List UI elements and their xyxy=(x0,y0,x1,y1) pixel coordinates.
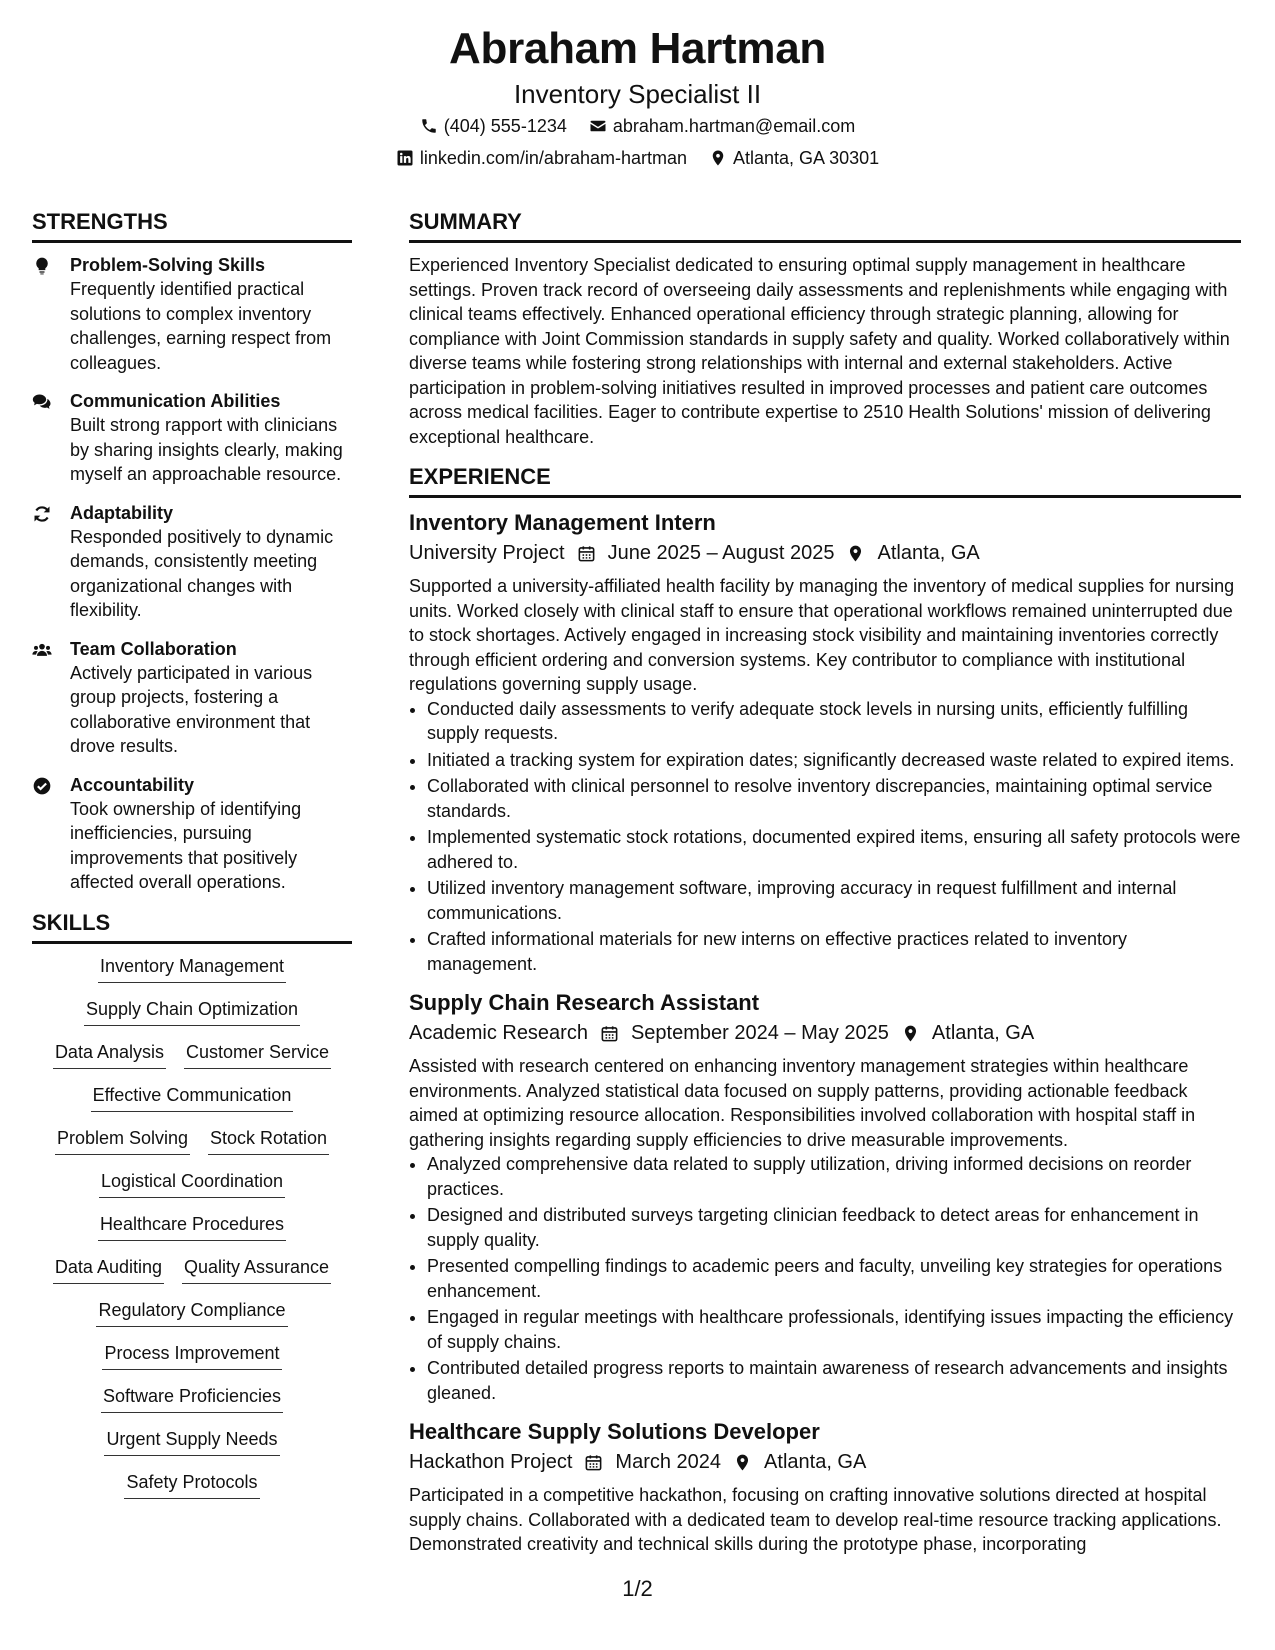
job-meta xyxy=(409,1018,1241,1048)
bullet-item: • Implemented systematic stock rotations, documented expired items, ensuring all safety protocols were adhered to. xyxy=(427,825,1241,874)
skill-row xyxy=(32,1427,352,1456)
skill-tag: Urgent Supply Needs xyxy=(104,1427,279,1456)
job-bullets xyxy=(409,697,1241,977)
skill-row xyxy=(32,1298,352,1327)
skill-row xyxy=(32,1212,352,1241)
summary-heading: SUMMARY xyxy=(409,208,1241,243)
check-circle-icon xyxy=(32,773,54,895)
candidate-title: Inventory Specialist II xyxy=(513,79,762,109)
envelope-icon xyxy=(589,117,607,135)
bullet-item: • Designed and distributed surveys targeting clinician feedback to detect areas for enhancement in supply quality. xyxy=(427,1203,1241,1252)
job-org: Hackathon Project xyxy=(409,1451,573,1473)
skill-row xyxy=(32,1126,352,1155)
bullet-item: • Crafted informational materials for new interns on effective practices related to inventory management. xyxy=(427,927,1241,976)
experience-heading: EXPERIENCE xyxy=(409,463,1241,498)
job-title: Healthcare Supply Solutions Developer xyxy=(409,1419,820,1444)
bullet-item: • Engaged in regular meetings with healthcare professionals, identifying issues impacting the efficiency of supply chains. xyxy=(427,1305,1241,1354)
sync-icon xyxy=(32,501,54,623)
strength-item xyxy=(32,501,352,623)
calendar-icon xyxy=(600,1024,619,1043)
job-meta xyxy=(409,538,1241,568)
skill-tag: Healthcare Procedures xyxy=(98,1212,286,1241)
resume-header xyxy=(0,20,1275,174)
skill-row xyxy=(32,954,352,983)
skill-row xyxy=(32,1341,352,1370)
job-org: Academic Research xyxy=(409,1022,588,1044)
bullet-item: • Conducted daily assessments to verify adequate stock levels in nursing units, efficiently fulfilling supply requests. xyxy=(427,697,1241,746)
job-title: Inventory Management Intern xyxy=(409,510,716,535)
linkedin-text: linkedin.com/in/abraham-hartman xyxy=(419,148,688,168)
job-location: Atlanta, GA xyxy=(931,1022,1035,1044)
strength-desc: Actively participated in various group projects, fostering a collaborative environment that drove results. xyxy=(70,662,313,756)
strengths-heading: STRENGTHS xyxy=(32,208,352,243)
skill-tag: Stock Rotation xyxy=(208,1126,329,1155)
phone-text: (404) 555-1234 xyxy=(443,116,567,136)
job-description: Assisted with research centered on enhancing inventory management strategies within healthcare environments. Analyzed statistical data focused on supply patterns, providing actionable feedback aimed at optimizing resource allocation. Responsibilities involved collaboration with hospital staff in gathering insights regarding supply efficiencies to drive measurable improvements. xyxy=(409,1056,1196,1150)
job-entry xyxy=(409,508,1241,976)
skill-tag: Software Proficiencies xyxy=(101,1384,283,1413)
skill-tag: Regulatory Compliance xyxy=(96,1298,287,1327)
left-column xyxy=(32,208,352,1513)
calendar-icon xyxy=(584,1453,603,1472)
skill-tag: Customer Service xyxy=(184,1040,331,1069)
job-description: Participated in a competitive hackathon, focusing on crafting innovative solutions directed at hospital supply chains. Collaborated with a dedicated team to develop real-time resource tracking applications. Demonstrated creativity and technical skills during the prototype phase, incorporating xyxy=(409,1485,1222,1554)
page-number: 1/2 xyxy=(622,1576,653,1601)
skill-tag: Data Analysis xyxy=(53,1040,166,1069)
calendar-icon xyxy=(577,544,596,563)
skill-tag: Data Auditing xyxy=(53,1255,164,1284)
job-location: Atlanta, GA xyxy=(877,542,980,564)
map-marker-icon xyxy=(733,1453,752,1472)
strength-desc: Frequently identified practical solutions to complex inventory challenges, earning respect from colleagues. xyxy=(70,279,332,373)
map-marker-icon xyxy=(846,544,865,563)
skills-list xyxy=(32,954,352,1499)
skill-row xyxy=(32,1040,352,1069)
skill-row xyxy=(32,1083,352,1112)
skill-row xyxy=(32,1255,352,1284)
email-contact[interactable] xyxy=(589,110,855,142)
bullet-item: • Collaborated with clinical personnel to resolve inventory discrepancies, maintaining optimal service standards. xyxy=(427,774,1241,823)
skill-tag: Problem Solving xyxy=(55,1126,190,1155)
strength-title: Communication Abilities xyxy=(70,391,281,411)
skill-row xyxy=(32,1169,352,1198)
phone-contact xyxy=(420,110,567,142)
skill-row xyxy=(32,1384,352,1413)
job-location: Atlanta, GA xyxy=(764,1451,867,1473)
strength-item xyxy=(32,389,352,487)
job-entry xyxy=(409,1417,1241,1557)
strength-title: Adaptability xyxy=(70,502,174,523)
skill-tag: Quality Assurance xyxy=(182,1255,331,1284)
strength-item xyxy=(32,773,352,895)
users-icon xyxy=(32,637,54,759)
strength-desc: Built strong rapport with clinicians by sharing insights clearly, making myself an approachable resource. xyxy=(70,415,343,484)
strength-title: Team Collaboration xyxy=(70,638,237,659)
strength-desc: Responded positively to dynamic demands, consistently meeting organizational changes with flexibility. xyxy=(70,526,334,620)
skill-tag: Effective Communication xyxy=(91,1083,294,1112)
bullet-item: • Utilized inventory management software, improving accuracy in request fulfillment and internal communications. xyxy=(427,876,1241,925)
contact-row-1 xyxy=(0,110,1275,142)
skill-tag: Inventory Management xyxy=(98,954,286,983)
linkedin-icon xyxy=(396,149,414,167)
email-text: abraham.hartman@email.com xyxy=(612,116,856,136)
bullet-item: • Initiated a tracking system for expiration dates; significantly decreased waste related to expired items. xyxy=(427,748,1241,773)
bullet-item: • Analyzed comprehensive data related to supply utilization, driving informed decisions on reorder practices. xyxy=(427,1152,1241,1201)
bullet-item: • Contributed detailed progress reports to maintain awareness of research advancements and insights gleaned. xyxy=(427,1356,1241,1405)
skill-row xyxy=(32,1470,352,1499)
job-description: Supported a university-affiliated health facility by managing the inventory of medical supplies for nursing units. Worked closely with clinical staff to ensure that operational workflows remained uninterrupted due to stock shortages. Actively engaged in increasing stock visibility and maintaining inventories correctly through efficient ordering and conversion systems. Key contributor to compliance with institutional regulations governing supply usage. xyxy=(409,576,1235,694)
right-column xyxy=(409,208,1241,1569)
map-marker-icon xyxy=(901,1024,920,1043)
job-dates: June 2025 – August 2025 xyxy=(607,542,835,564)
skills-heading: SKILLS xyxy=(32,909,352,944)
job-meta xyxy=(409,1447,1241,1477)
skill-tag: Process Improvement xyxy=(102,1341,281,1370)
job-dates: September 2024 – May 2025 xyxy=(630,1022,889,1044)
location-contact xyxy=(709,142,879,174)
comments-icon xyxy=(32,389,54,487)
strength-title: Accountability xyxy=(70,774,195,795)
skill-tag: Logistical Coordination xyxy=(99,1169,285,1198)
job-bullets xyxy=(409,1152,1241,1405)
strength-title: Problem-Solving Skills xyxy=(70,255,266,275)
linkedin-contact[interactable] xyxy=(396,142,687,174)
strength-desc: Took ownership of identifying inefficiencies, pursuing improvements that positively affected overall operations. xyxy=(70,798,302,892)
job-entry xyxy=(409,988,1241,1405)
summary-text: Experienced Inventory Specialist dedicated to ensuring optimal supply management in healthcare settings. Proven track record of overseeing daily assessments and replenishments while engaging with clinical teams effectively. Enhanced operational efficiency through strategic planning, allowing for compliance with Joint Commission standards in supply safety and quality. Worked collaboratively within diverse teams while fostering strong relationships with internal and external stakeholders. Active participation in problem-solving initiatives resulted in improved processes and patient care outcomes across medical facilities. Eager to contribute expertise to 2510 Health Solutions' mission of delivering exceptional healthcare. xyxy=(409,255,1230,447)
strength-item xyxy=(32,253,352,375)
contact-row-2 xyxy=(0,142,1275,174)
skill-tag: Safety Protocols xyxy=(124,1470,259,1499)
lightbulb-icon xyxy=(32,253,54,375)
skill-tag: Supply Chain Optimization xyxy=(84,997,300,1026)
strength-item xyxy=(32,637,352,759)
job-dates: March 2024 xyxy=(615,1451,722,1473)
bullet-item: • Presented compelling findings to academic peers and faculty, unveiling key strategies for operations enhancement. xyxy=(427,1254,1241,1303)
location-text: Atlanta, GA 30301 xyxy=(733,148,880,168)
phone-icon xyxy=(420,117,438,135)
map-marker-icon xyxy=(709,149,727,167)
job-org: University Project xyxy=(409,542,565,564)
candidate-name: Abraham Hartman xyxy=(449,24,826,73)
job-title: Supply Chain Research Assistant xyxy=(409,990,760,1015)
skill-row xyxy=(32,997,352,1026)
